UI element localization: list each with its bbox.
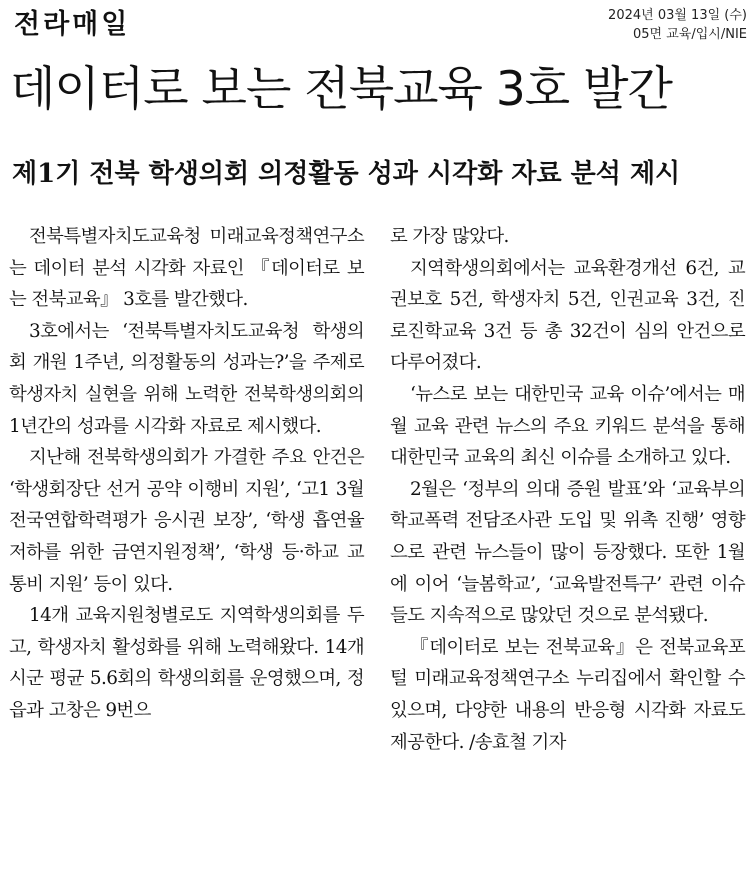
article-column-right [390, 221, 745, 758]
dateline [608, 6, 747, 44]
byline: /송효철 기자 [469, 731, 566, 753]
paragraph-4: 14개 교육지원청별로도 지역학생의회를 두고, 학생자치 활성화를 위해 노력해왔다. 14개 시군 평균 5.6회의 학생의회를 운영했으며, 정읍과 고창은 9번으 [9, 605, 364, 721]
article-column-left [9, 221, 364, 727]
paragraph-6: ‘뉴스로 보는 대한민국 교육 이슈’에서는 매월 교육 관련 뉴스의 주요 키워드 분석을 통해 대한민국 교육의 최신 이슈를 소개하고 있다. [390, 383, 745, 469]
subheadline: 제1기 전북 학생의회 의정활동 성과 시각화 자료 분석 제시 [12, 159, 681, 189]
paragraph-3: 지난해 전북학생의회가 가결한 주요 안건은 ‘학생회장단 선거 공약 이행비 지원’, ‘고1 3월 전국연합학력평가 응시권 보장’, ‘학생 흡연율 저하를 위한 금연지원정책’, ‘학생 등·하교 교통비 지원’ 등이 있다. [9, 447, 364, 595]
paragraph-2: 3호에서는 ‘전북특별자치도교육청 학생의회 개원 1주년, 의정활동의 성과는?’을 주제로 학생자치 실현을 위해 노력한 전북학생의회의 1년간의 성과를 시각화 자료로 제시했다. [9, 320, 364, 437]
headline: 데이터로 보는 전북교육 3호 발간 [10, 62, 672, 117]
paragraph-5: 지역학생의회에서는 교육환경개선 6건, 교권보호 5건, 학생자치 5건, 인권교육 3건, 진로진학교육 3건 등 총 32건이 심의 안건으로 다루어졌다. [390, 257, 745, 374]
masthead: 전라매일 [14, 9, 131, 40]
paragraph-8-text: 『데이터로 보는 전북교육』은 전북교육포털 미래교육정책연구소 누리집에서 확인할 수 있으며, 다양한 내용의 반응형 시각화 자료도 제공한다. [390, 636, 745, 753]
paragraph-8 [390, 632, 745, 758]
paragraph-7: 2월은 ‘정부의 의대 증원 발표’와 ‘교육부의 학교폭력 전담조사관 도입 및 위촉 진행’ 영향으로 관련 뉴스들이 많이 등장했다. 또한 1월에 이어 ‘늘봄학교’, ‘교육발전특구’ 관련 이슈들도 지속적으로 많았던 것으로 분석됐다. [390, 478, 745, 627]
page-section: 05면 교육/입시/NIE [633, 27, 747, 42]
paragraph-4-continued: 로 가장 많았다. [390, 226, 509, 247]
paragraph-1: 전북특별자치도교육청 미래교육정책연구소는 데이터 분석 시각화 자료인 『데이터로 보는 전북교육』 3호를 발간했다. [9, 226, 364, 311]
issue-date: 2024년 03월 13일 (수) [608, 8, 747, 23]
